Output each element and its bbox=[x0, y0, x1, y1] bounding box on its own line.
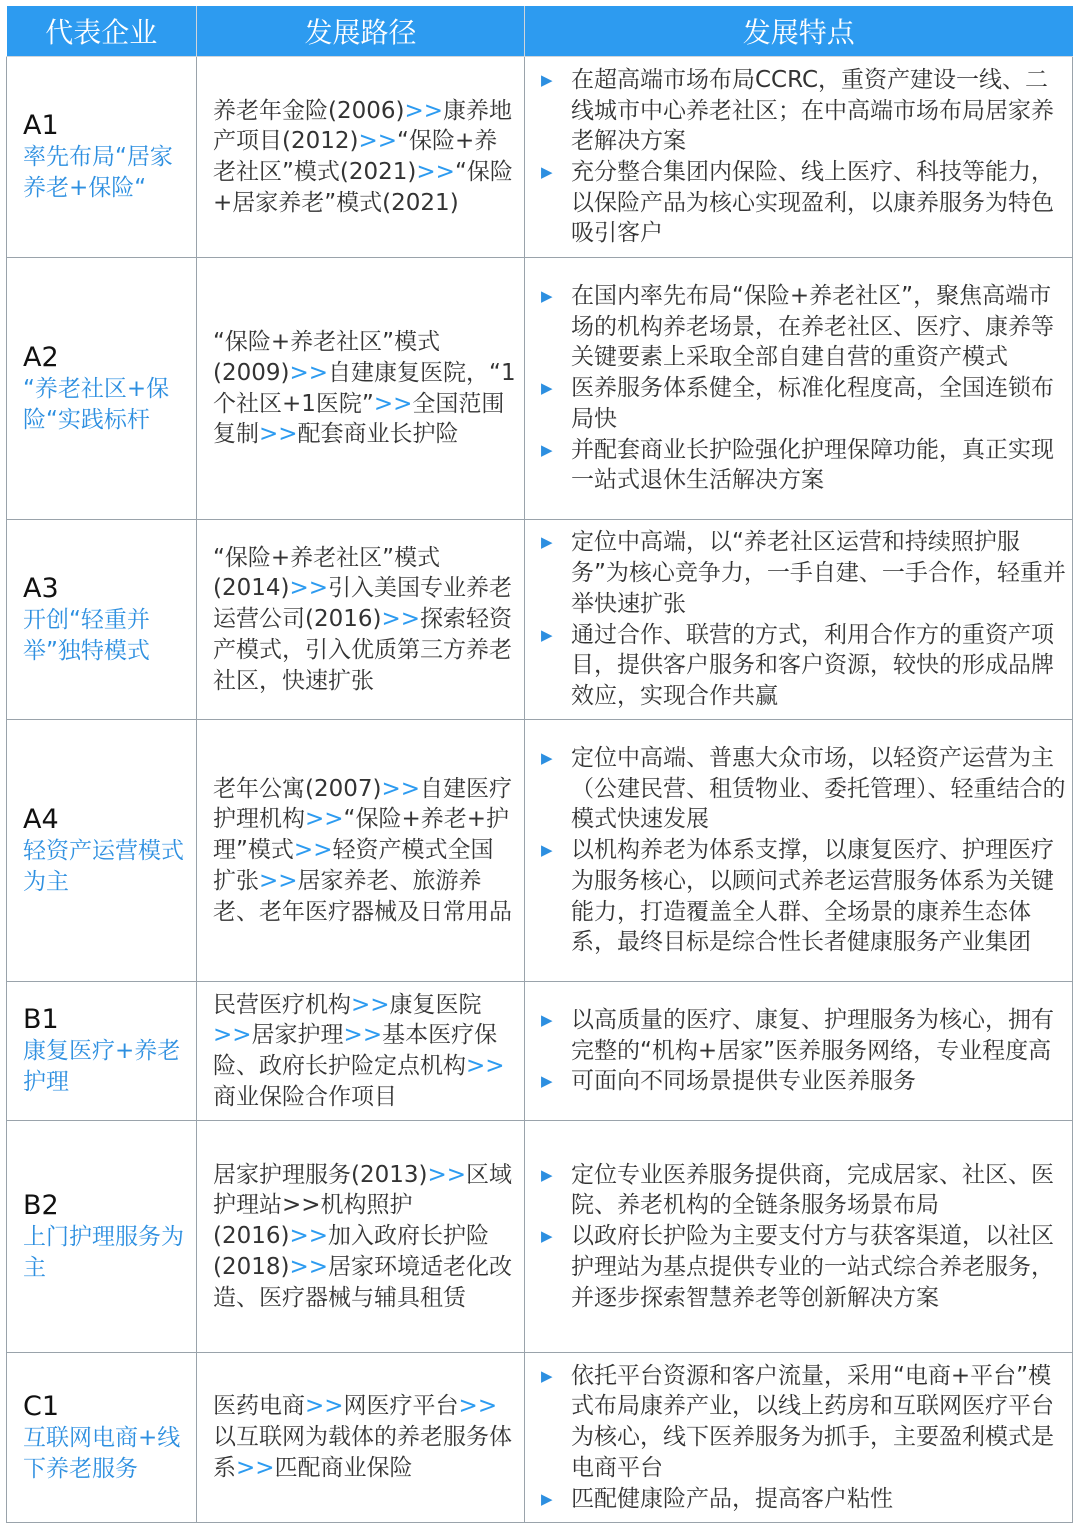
path-step: “保险+养老社区”模式(2009) bbox=[213, 329, 441, 386]
enterprise-tagline: 轻资产运营模式为主 bbox=[23, 837, 184, 895]
arrow-icon: >> bbox=[381, 775, 421, 802]
feature-item bbox=[541, 1066, 1066, 1097]
enterprise-tagline: 开创“轻重并举”独特模式 bbox=[23, 606, 150, 664]
path-cell bbox=[197, 57, 525, 258]
arrow-icon: >> bbox=[305, 806, 344, 833]
bullet-triangle-icon: ▶ bbox=[541, 1165, 553, 1184]
feature-item bbox=[541, 743, 1066, 835]
table-row bbox=[7, 258, 1073, 520]
enterprise-cell bbox=[7, 57, 197, 258]
feature-item bbox=[541, 1160, 1066, 1221]
feature-item bbox=[541, 527, 1066, 619]
enterprise-tagline: “养老社区+保险“实践标杆 bbox=[23, 375, 170, 433]
feature-text: 以高质量的医疗、康复、护理服务为核心，拥有完整的“机构+居家”医养服务网络，专业程度高 bbox=[571, 1006, 1054, 1064]
path-step: 探索轻资产模式，引入优质第三方养老社区，快速扩张 bbox=[213, 606, 513, 694]
enterprise-code: A3 bbox=[23, 572, 59, 604]
table-row bbox=[7, 1121, 1073, 1353]
path-step: 以互联网为载体的养老服务体系 bbox=[213, 1424, 512, 1481]
bullet-triangle-icon: ▶ bbox=[541, 625, 553, 644]
enterprise-code: B2 bbox=[23, 1189, 59, 1221]
path-step: 基本医疗保险、政府长护险定点机构 bbox=[213, 1022, 498, 1079]
feature-text: 依托平台资源和客户流量，采用“电商+平台”模式布局康养产业，以线上药房和互联网医疗平台为核心，线下医养服务为抓手，主要盈利模式是电商平台 bbox=[571, 1362, 1054, 1481]
feature-item bbox=[541, 65, 1066, 157]
arrow-icon: >> bbox=[289, 1223, 329, 1250]
path-step: 商业保险合作项目 bbox=[213, 1083, 397, 1110]
enterprise-cell bbox=[7, 720, 197, 982]
path-step: 居家护理 bbox=[251, 1022, 344, 1049]
path-step: 网医疗平台 bbox=[343, 1393, 459, 1420]
enterprise-comparison-table-wrap bbox=[6, 6, 1072, 1523]
feature-item bbox=[541, 1221, 1066, 1313]
table-row bbox=[7, 982, 1073, 1121]
arrow-icon: >> bbox=[343, 1022, 383, 1049]
arrow-icon: >> bbox=[259, 421, 298, 448]
arrow-icon: >> bbox=[289, 359, 329, 386]
table-row bbox=[7, 520, 1073, 720]
arrow-icon: >> bbox=[358, 128, 398, 155]
feature-text: 匹配健康险产品，提高客户粘性 bbox=[571, 1485, 893, 1512]
bullet-triangle-icon: ▶ bbox=[541, 533, 553, 552]
feature-item bbox=[541, 835, 1066, 958]
path-step: 全国范围复制 bbox=[213, 390, 505, 448]
enterprise-code: C1 bbox=[23, 1390, 60, 1422]
feature-text: 定位中高端，以“养老社区运营和持续照护服务”为核心竞争力，一手自建、一手合作，轻重并举快速扩张 bbox=[571, 529, 1066, 617]
bullet-triangle-icon: ▶ bbox=[541, 440, 553, 459]
features-cell bbox=[525, 982, 1073, 1121]
path-step: 自建医疗护理机构 bbox=[213, 775, 513, 833]
enterprise-comparison-table bbox=[6, 6, 1073, 1523]
bullet-triangle-icon: ▶ bbox=[541, 749, 553, 768]
bullet-triangle-icon: ▶ bbox=[541, 379, 553, 398]
path-step: 加入政府长护险(2018) bbox=[213, 1223, 490, 1280]
path-cell bbox=[197, 982, 525, 1121]
arrow-icon: >> bbox=[289, 575, 329, 602]
path-step: “保险+养老社区”模式(2021) bbox=[213, 128, 498, 185]
feature-item bbox=[541, 620, 1066, 712]
enterprise-code: A4 bbox=[23, 803, 59, 835]
path-step: 康复医院 bbox=[389, 991, 482, 1018]
path-step: 配套商业长护险 bbox=[297, 421, 459, 448]
feature-item bbox=[541, 281, 1066, 373]
path-step: 养老年金险(2006) bbox=[213, 97, 405, 124]
path-step: “保险+养老+护理”模式 bbox=[213, 806, 510, 864]
arrow-icon: >> bbox=[466, 1053, 505, 1079]
header-enterprise: 代表企业 bbox=[7, 6, 197, 57]
bullet-triangle-icon: ▶ bbox=[541, 287, 553, 306]
feature-text: 定位中高端、普惠大众市场，以轻资产运营为主（公建民营、租赁物业、委托管理）、轻重结合的模式快速发展 bbox=[571, 745, 1066, 833]
enterprise-code: A2 bbox=[23, 341, 59, 373]
arrow-icon: >> bbox=[259, 867, 298, 894]
enterprise-code: B1 bbox=[23, 1004, 59, 1035]
feature-text: 通过合作、联营的方式，利用合作方的重资产项目，提供客户服务和客户资源，较快的形成品牌效应，实现合作共赢 bbox=[571, 621, 1054, 709]
arrow-icon: >> bbox=[236, 1454, 275, 1481]
bullet-triangle-icon: ▶ bbox=[541, 163, 553, 181]
path-cell bbox=[197, 1353, 525, 1523]
path-step: “保险+养老社区”模式(2014) bbox=[213, 544, 441, 602]
arrow-icon: >> bbox=[381, 606, 421, 633]
feature-text: 充分整合集团内保险、线上医疗、科技等能力，以保险产品为核心实现盈利，以康养服务为特色吸引客户 bbox=[571, 159, 1054, 247]
enterprise-code: A1 bbox=[23, 110, 59, 141]
feature-text: 以政府长护险为主要支付方与获客渠道，以社区护理站为基点提供专业的一站式综合养老服务，并逐步探索智慧养老等创新解决方案 bbox=[571, 1223, 1054, 1311]
feature-text: 医养服务体系健全，标准化程度高，全国连锁布局快 bbox=[571, 375, 1054, 432]
path-cell bbox=[197, 720, 525, 982]
path-step: “保险+居家养老”模式(2021) bbox=[213, 159, 513, 216]
table-row bbox=[7, 57, 1073, 258]
features-cell bbox=[525, 57, 1073, 258]
path-step: 康养地产项目(2012) bbox=[213, 97, 513, 155]
feature-text: 以机构养老为体系支撑，以康复医疗、护理医疗为服务核心，以顾问式养老运营服务体系为关键能力，打造覆盖全人群、全场景的康养生态体系，最终目标是综合性长者健康服务产业集团 bbox=[571, 837, 1054, 956]
enterprise-tagline: 互联网电商+线下养老服务 bbox=[23, 1424, 181, 1482]
arrow-icon: >> bbox=[427, 1161, 467, 1188]
path-step: 匹配商业保险 bbox=[274, 1454, 413, 1481]
path-step: 居家环境适老化改造、医疗器械与辅具租赁 bbox=[213, 1253, 513, 1311]
table-row bbox=[7, 720, 1073, 982]
bullet-triangle-icon: ▶ bbox=[541, 1010, 553, 1029]
path-step: 轻资产模式全国扩张 bbox=[213, 837, 494, 894]
enterprise-cell bbox=[7, 258, 197, 520]
enterprise-tagline: 康复医疗+养老护理 bbox=[23, 1038, 181, 1095]
enterprise-tagline: 上门护理服务为主 bbox=[23, 1223, 184, 1281]
table-header-row bbox=[7, 6, 1073, 57]
path-step: 老年公寓(2007) bbox=[213, 775, 382, 802]
feature-item bbox=[541, 373, 1066, 434]
header-features: 发展特点 bbox=[525, 6, 1073, 57]
path-step: 医药电商 bbox=[213, 1393, 305, 1420]
arrow-icon: >> bbox=[458, 1393, 498, 1420]
arrow-icon: >> bbox=[404, 97, 444, 124]
path-step: 区域护理站>>机构照护(2016) bbox=[213, 1161, 513, 1250]
features-cell bbox=[525, 520, 1073, 720]
arrow-icon: >> bbox=[305, 1393, 344, 1420]
features-cell bbox=[525, 1353, 1073, 1523]
path-step: 民营医疗机构 bbox=[213, 991, 351, 1018]
enterprise-cell bbox=[7, 1353, 197, 1523]
path-cell bbox=[197, 520, 525, 720]
features-cell bbox=[525, 1121, 1073, 1353]
bullet-triangle-icon: ▶ bbox=[541, 1489, 553, 1508]
path-cell bbox=[197, 1121, 525, 1353]
bullet-triangle-icon: ▶ bbox=[541, 70, 553, 89]
feature-item bbox=[541, 157, 1066, 249]
enterprise-cell bbox=[7, 1121, 197, 1353]
table-row bbox=[7, 1353, 1073, 1523]
feature-item bbox=[541, 1005, 1066, 1066]
arrow-icon: >> bbox=[293, 837, 333, 864]
feature-item bbox=[541, 435, 1066, 496]
bullet-triangle-icon: ▶ bbox=[541, 841, 553, 860]
bullet-triangle-icon: ▶ bbox=[541, 1227, 553, 1246]
arrow-icon: >> bbox=[351, 991, 390, 1018]
enterprise-cell bbox=[7, 982, 197, 1121]
header-path: 发展路径 bbox=[197, 6, 525, 57]
feature-text: 可面向不同场景提供专业医养服务 bbox=[571, 1068, 916, 1095]
feature-item bbox=[541, 1361, 1066, 1484]
feature-item bbox=[541, 1484, 1066, 1515]
path-step: 居家养老、旅游养老、老年医疗器械及日常用品 bbox=[213, 867, 512, 925]
bullet-triangle-icon: ▶ bbox=[541, 1366, 553, 1385]
arrow-icon: >> bbox=[289, 1253, 329, 1280]
feature-text: 在国内率先布局“保险+养老社区”，聚焦高端市场的机构养老场景，在养老社区、医疗、康养等关键要素上采取全部自建自营的重资产模式 bbox=[571, 283, 1054, 371]
enterprise-cell bbox=[7, 520, 197, 720]
features-cell bbox=[525, 258, 1073, 520]
enterprise-tagline: 率先布局“居家养老+保险“ bbox=[23, 144, 173, 201]
path-cell bbox=[197, 258, 525, 520]
arrow-icon: >> bbox=[373, 390, 413, 417]
bullet-triangle-icon: ▶ bbox=[541, 1072, 553, 1091]
feature-text: 定位专业医养服务提供商，完成居家、社区、医院、养老机构的全链条服务场景布局 bbox=[571, 1161, 1054, 1219]
feature-text: 并配套商业长护险强化护理保障功能，真正实现一站式退休生活解决方案 bbox=[571, 436, 1054, 494]
path-step: 自建康复医院，“1个社区+1医院” bbox=[213, 359, 516, 417]
path-step: 居家护理服务(2013) bbox=[213, 1161, 428, 1188]
arrow-icon: >> bbox=[416, 159, 455, 185]
arrow-icon: >> bbox=[213, 1022, 252, 1049]
features-cell bbox=[525, 720, 1073, 982]
feature-text: 在超高端市场布局CCRC，重资产建设一线、二线城市中心养老社区；在中高端市场布局居家养老解决方案 bbox=[571, 66, 1054, 155]
path-step: 引入美国专业养老运营公司(2016) bbox=[213, 575, 513, 633]
